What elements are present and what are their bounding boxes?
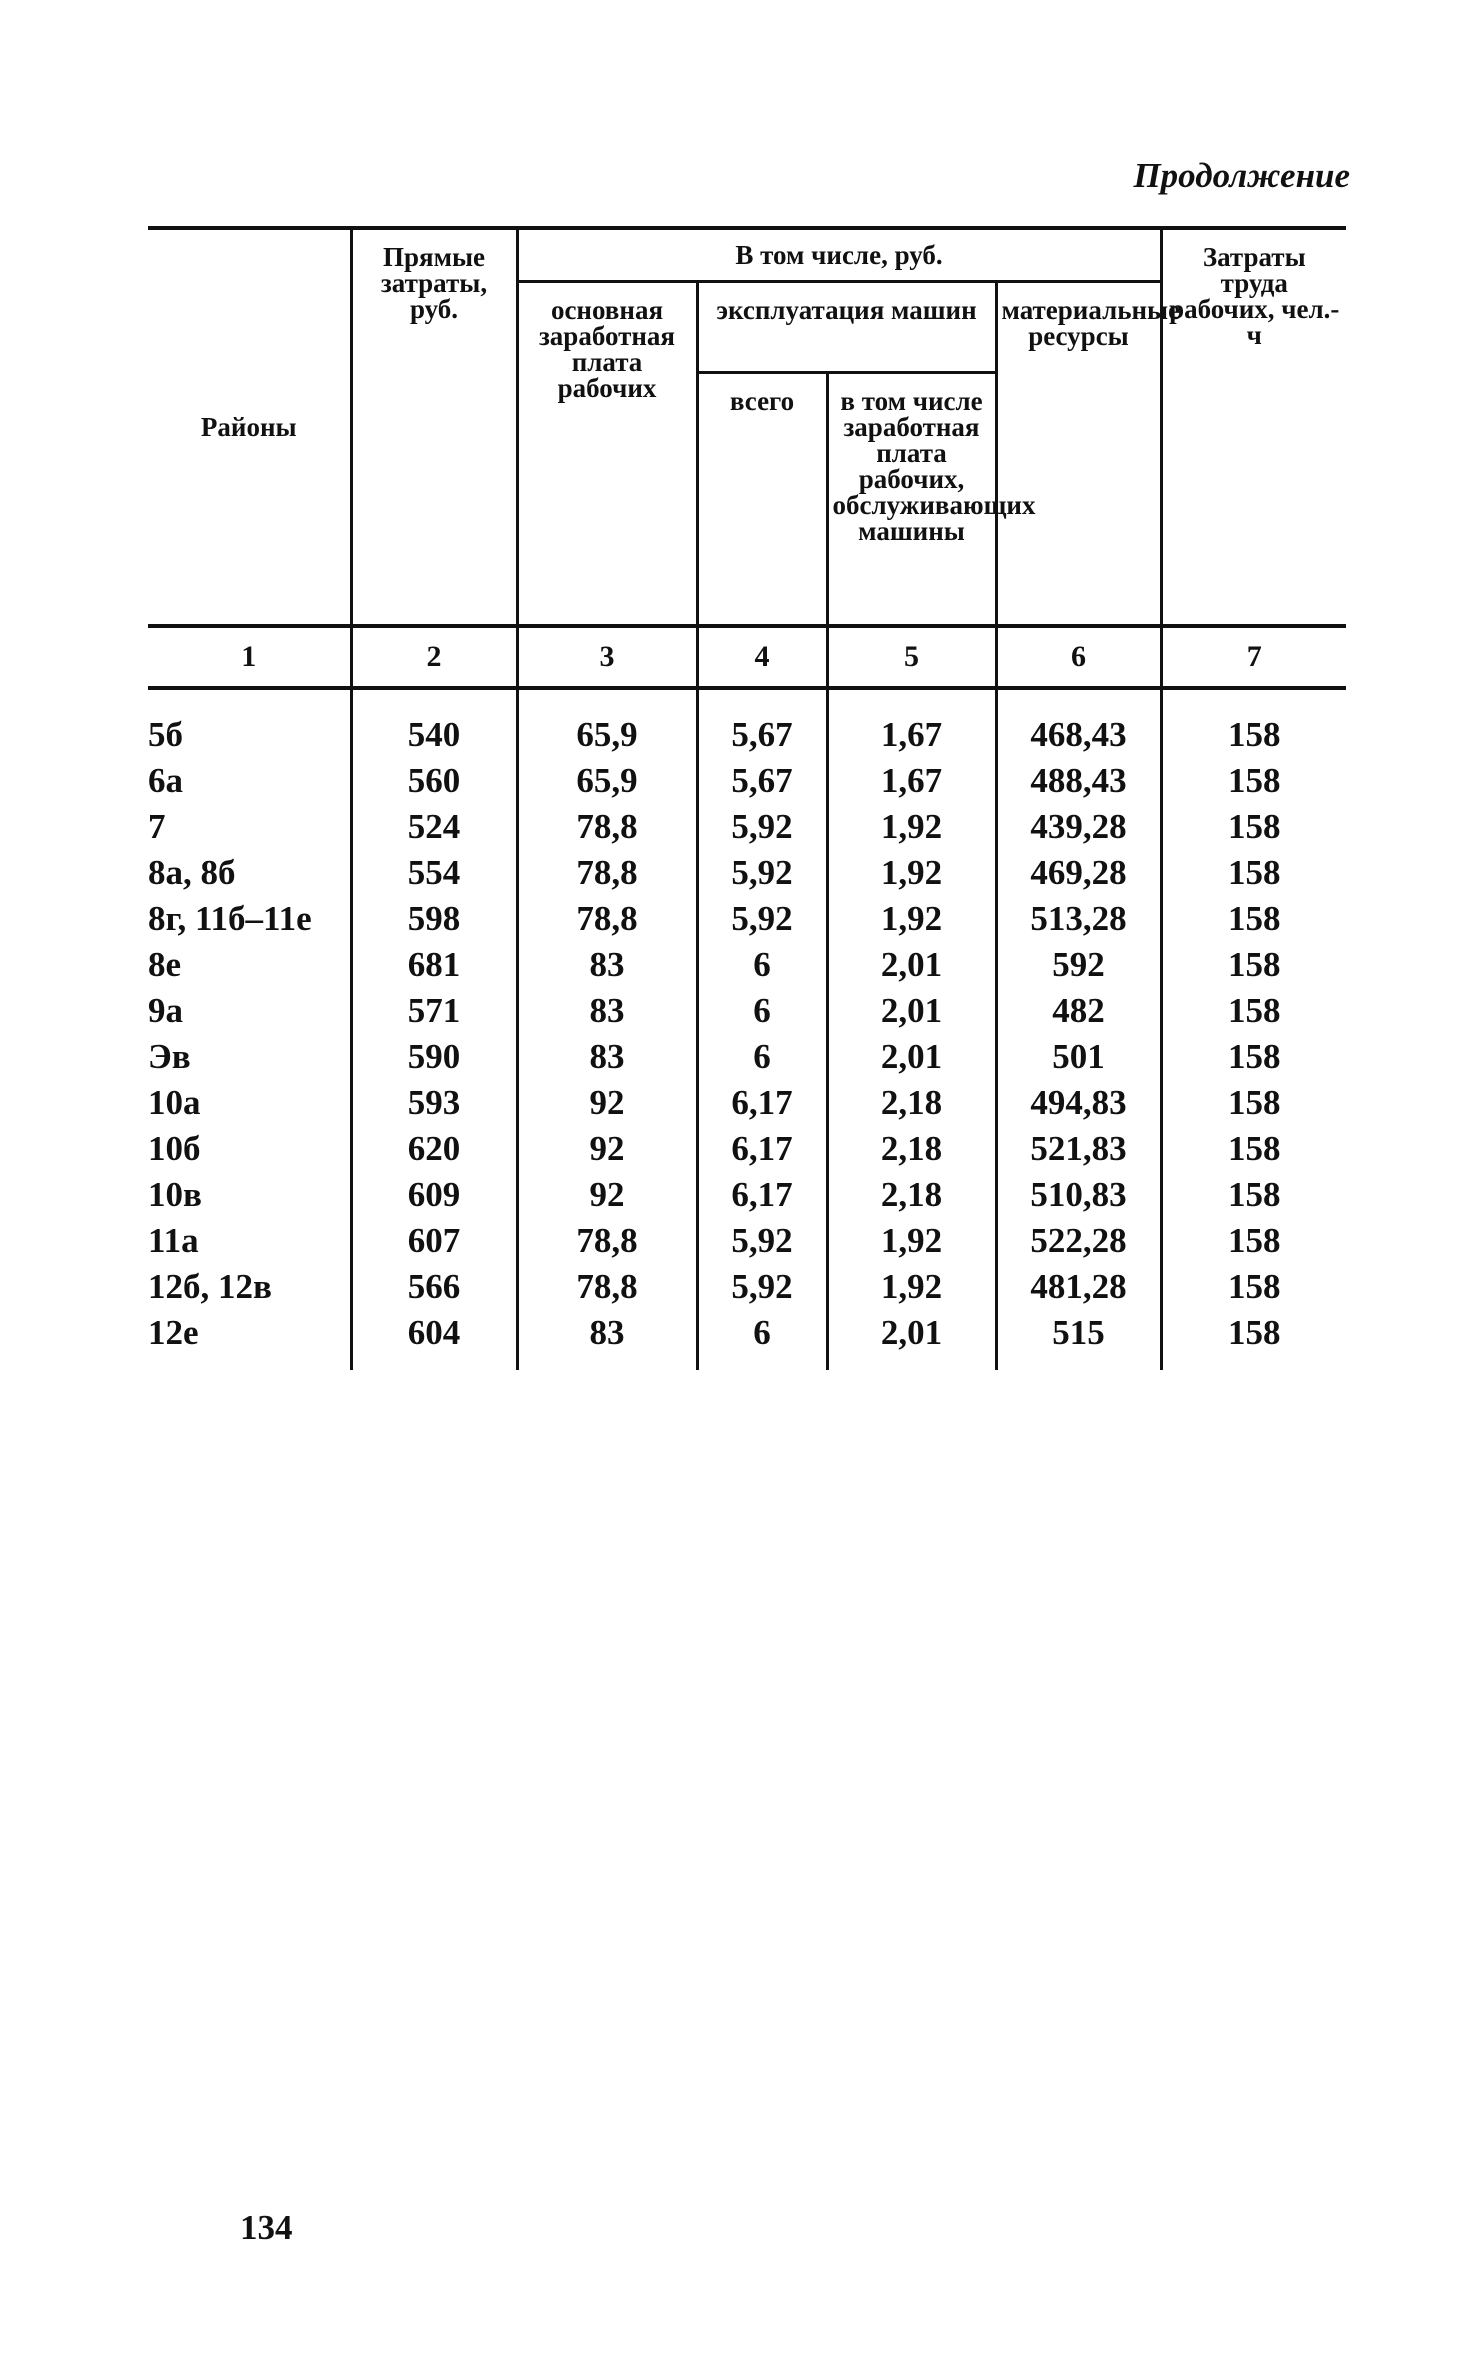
table-row (148, 804, 1346, 850)
labor-cell: 158 (1161, 988, 1346, 1034)
base-wage-cell: 78,8 (517, 896, 697, 942)
materials-cell: 494,83 (996, 1080, 1161, 1126)
machine-wage-cell: 1,92 (827, 1218, 996, 1264)
table-row (148, 896, 1346, 942)
machine-total-cell: 6 (697, 1034, 827, 1080)
materials-cell: 522,28 (996, 1218, 1161, 1264)
machine-wage-cell: 2,18 (827, 1080, 996, 1126)
labor-cell: 158 (1161, 850, 1346, 896)
continuation-label: Продолжение (1133, 156, 1350, 195)
labor-cell: 158 (1161, 1080, 1346, 1126)
district-cell: 5б (148, 712, 351, 758)
labor-cell: 158 (1161, 1264, 1346, 1310)
district-cell: 7 (148, 804, 351, 850)
direct-costs-cell: 593 (351, 1080, 517, 1126)
cost-table (148, 226, 1346, 1370)
machine-wage-cell: 2,18 (827, 1172, 996, 1218)
machine-wage-cell: 1,92 (827, 850, 996, 896)
machine-total-cell: 5,67 (697, 712, 827, 758)
direct-costs-cell: 571 (351, 988, 517, 1034)
direct-costs-cell: 554 (351, 850, 517, 896)
machine-wage-cell: 2,01 (827, 942, 996, 988)
table-header (148, 228, 1346, 626)
direct-costs-cell: 681 (351, 942, 517, 988)
materials-cell: 482 (996, 988, 1161, 1034)
column-number: 3 (517, 626, 697, 688)
materials-cell: 439,28 (996, 804, 1161, 850)
labor-cell: 158 (1161, 1218, 1346, 1264)
labor-cell: 158 (1161, 1172, 1346, 1218)
table-row (148, 988, 1346, 1034)
column-number: 4 (697, 626, 827, 688)
district-cell: 10а (148, 1080, 351, 1126)
header-districts: Районы (148, 228, 351, 626)
district-cell: 6а (148, 758, 351, 804)
column-number: 1 (148, 626, 351, 688)
header-direct-costs: Прямые затраты, руб. (351, 228, 517, 626)
base-wage-cell: 83 (517, 1034, 697, 1080)
materials-cell: 481,28 (996, 1264, 1161, 1310)
labor-cell: 158 (1161, 896, 1346, 942)
base-wage-cell: 65,9 (517, 758, 697, 804)
column-number: 2 (351, 626, 517, 688)
machine-total-cell: 5,92 (697, 804, 827, 850)
machine-total-cell: 6 (697, 988, 827, 1034)
direct-costs-cell: 540 (351, 712, 517, 758)
base-wage-cell: 78,8 (517, 850, 697, 896)
header-machine-wage: в том числе заработная плата рабочих, обслуживающих машины (827, 373, 996, 627)
materials-cell: 468,43 (996, 712, 1161, 758)
table-row (148, 1080, 1346, 1126)
district-cell: 12б, 12в (148, 1264, 351, 1310)
header-materials: материальные ресурсы (996, 282, 1161, 627)
machine-total-cell: 5,92 (697, 1218, 827, 1264)
direct-costs-cell: 590 (351, 1034, 517, 1080)
machine-wage-cell: 2,01 (827, 1034, 996, 1080)
table-row (148, 1264, 1346, 1310)
machine-total-cell: 5,92 (697, 896, 827, 942)
column-number: 7 (1161, 626, 1346, 688)
materials-cell: 592 (996, 942, 1161, 988)
machine-wage-cell: 2,01 (827, 988, 996, 1034)
labor-cell: 158 (1161, 942, 1346, 988)
labor-cell: 158 (1161, 1126, 1346, 1172)
table-row (148, 1218, 1346, 1264)
header-including: В том числе, руб. (517, 228, 1161, 282)
table-row (148, 942, 1346, 988)
direct-costs-cell: 607 (351, 1218, 517, 1264)
base-wage-cell: 83 (517, 988, 697, 1034)
materials-cell: 469,28 (996, 850, 1161, 896)
table-row (148, 850, 1346, 896)
direct-costs-cell: 620 (351, 1126, 517, 1172)
table-body (148, 688, 1346, 1370)
machine-wage-cell: 2,18 (827, 1126, 996, 1172)
base-wage-cell: 78,8 (517, 1218, 697, 1264)
machine-total-cell: 6,17 (697, 1126, 827, 1172)
table-row (148, 1126, 1346, 1172)
district-cell: 8а, 8б (148, 850, 351, 896)
table-row (148, 1034, 1346, 1080)
base-wage-cell: 65,9 (517, 712, 697, 758)
labor-cell: 158 (1161, 1034, 1346, 1080)
table-row (148, 1172, 1346, 1218)
district-cell: Эв (148, 1034, 351, 1080)
machine-wage-cell: 1,92 (827, 1264, 996, 1310)
labor-cell: 158 (1161, 758, 1346, 804)
machine-total-cell: 6,17 (697, 1172, 827, 1218)
header-machine-operation: эксплуатация машин (697, 282, 996, 373)
machine-total-cell: 5,67 (697, 758, 827, 804)
machine-wage-cell: 1,67 (827, 758, 996, 804)
table-row (148, 712, 1346, 758)
table-row (148, 758, 1346, 804)
materials-cell: 513,28 (996, 896, 1161, 942)
column-number: 5 (827, 626, 996, 688)
machine-total-cell: 5,92 (697, 1264, 827, 1310)
materials-cell: 488,43 (996, 758, 1161, 804)
machine-total-cell: 6 (697, 1310, 827, 1356)
direct-costs-cell: 604 (351, 1310, 517, 1356)
district-cell: 12е (148, 1310, 351, 1356)
machine-wage-cell: 1,92 (827, 804, 996, 850)
machine-total-cell: 5,92 (697, 850, 827, 896)
direct-costs-cell: 566 (351, 1264, 517, 1310)
materials-cell: 515 (996, 1310, 1161, 1356)
district-cell: 9а (148, 988, 351, 1034)
base-wage-cell: 83 (517, 1310, 697, 1356)
labor-cell: 158 (1161, 1310, 1346, 1356)
header-total: всего (697, 373, 827, 627)
direct-costs-cell: 560 (351, 758, 517, 804)
base-wage-cell: 78,8 (517, 1264, 697, 1310)
district-cell: 8г, 11б–11е (148, 896, 351, 942)
machine-wage-cell: 1,67 (827, 712, 996, 758)
direct-costs-cell: 524 (351, 804, 517, 850)
column-number: 6 (996, 626, 1161, 688)
district-cell: 10б (148, 1126, 351, 1172)
base-wage-cell: 92 (517, 1080, 697, 1126)
page-number: 134 (240, 2208, 293, 2247)
materials-cell: 521,83 (996, 1126, 1161, 1172)
direct-costs-cell: 598 (351, 896, 517, 942)
header-base-wage: основная заработная плата рабочих (517, 282, 697, 627)
machine-wage-cell: 1,92 (827, 896, 996, 942)
materials-cell: 501 (996, 1034, 1161, 1080)
base-wage-cell: 92 (517, 1172, 697, 1218)
base-wage-cell: 83 (517, 942, 697, 988)
direct-costs-cell: 609 (351, 1172, 517, 1218)
district-cell: 11а (148, 1218, 351, 1264)
table-row (148, 1310, 1346, 1356)
base-wage-cell: 78,8 (517, 804, 697, 850)
machine-total-cell: 6,17 (697, 1080, 827, 1126)
header-labor: Затраты труда рабочих, чел.-ч (1161, 228, 1346, 626)
column-number-row (148, 626, 1346, 688)
base-wage-cell: 92 (517, 1126, 697, 1172)
labor-cell: 158 (1161, 804, 1346, 850)
district-cell: 8е (148, 942, 351, 988)
machine-total-cell: 6 (697, 942, 827, 988)
district-cell: 10в (148, 1172, 351, 1218)
labor-cell: 158 (1161, 712, 1346, 758)
machine-wage-cell: 2,01 (827, 1310, 996, 1356)
materials-cell: 510,83 (996, 1172, 1161, 1218)
